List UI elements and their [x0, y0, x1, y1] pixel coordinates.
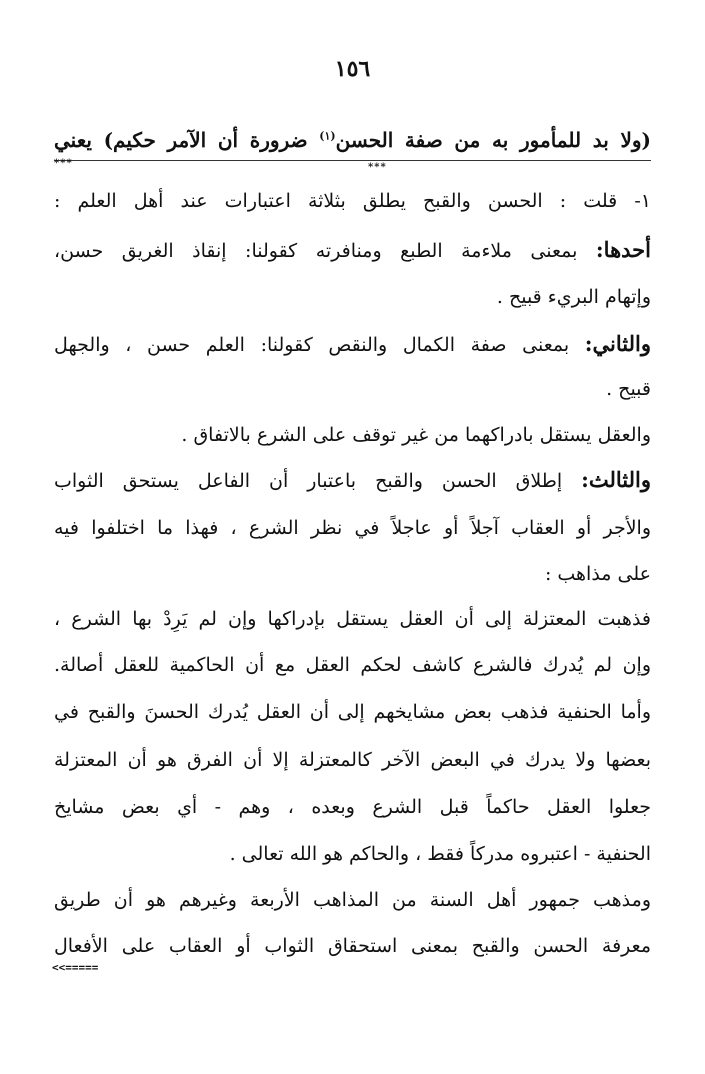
footnote-line: وإتهام البريء قبيح .	[496, 286, 651, 308]
footnote-line	[54, 465, 651, 496]
footnote-line-text: بمعنى صفة الكمال والنقص كقولنا: العلم حسن ، والجهل	[54, 334, 585, 356]
main-text-line	[54, 125, 651, 155]
footnote-line	[54, 235, 651, 266]
footnote-line: على مذاهب :	[544, 563, 651, 585]
separator-stars-left: ***	[54, 158, 73, 169]
footnote-line: فذهبت المعتزلة إلى أن العقل يستقل بإدراكها وإن لم يَرِدْ بها الشرع ،	[54, 608, 651, 630]
separator-stars-center: ***	[368, 162, 387, 173]
footnote-line: معرفة الحسن والقبح بمعنى استحقاق الثواب أو العقاب على الأفعال	[54, 935, 651, 957]
footnote-line: ١- قلت : الحسن والقبح يطلق بثلاثة اعتبارات عند أهل العلم :	[54, 190, 651, 212]
footnote-line-lead: والثالث:	[581, 467, 651, 492]
footnote-line: ومذهب جمهور أهل السنة من المذاهب الأربعة وغيرهم هو أن طريق	[54, 889, 651, 911]
footnote-line: الحنفية - اعتبروه مدركاً فقط ، والحاكم هو الله تعالى .	[229, 843, 651, 865]
footnote-line: قبيح .	[606, 378, 651, 400]
page-number: ١٥٦	[334, 56, 371, 82]
footnote-separator-rule	[54, 160, 651, 161]
footnote-marker[interactable]: (١)	[319, 129, 336, 143]
main-text-before-note: (ولا بد للمأمور به من صفة الحسن	[335, 128, 651, 152]
footnote-line: والعقل يستقل بادراكهما من غير توقف على الشرع بالاتفاق .	[181, 424, 651, 446]
main-text-after-note: ضرورة أن الآمر حكيم) يعني	[54, 128, 320, 152]
footnote-line: بعضها ولا يدرك في البعض الآخر كالمعتزلة إلا أن الفرق هو أن المعتزلة	[54, 749, 651, 771]
footnote-line-lead: أحدها:	[595, 237, 651, 262]
footnote-line-lead: والثاني:	[584, 331, 651, 356]
footnote-line: وإن لم يُدرك فالشرع كاشف لحكم العقل مع أن الحاكمية للعقل أصالة.	[54, 654, 651, 676]
footnote-line	[54, 329, 651, 360]
footnote-line: جعلوا العقل حاكماً قبل الشرع وبعده ، وهم - أي بعض مشايخ	[54, 796, 651, 818]
continuation-arrow: <<=====	[52, 961, 99, 974]
footnote-line-text: إطلاق الحسن والقبح باعتبار أن الفاعل يستحق الثواب	[54, 470, 582, 492]
footnote-line-text: بمعنى ملاءمة الطبع ومنافرته كقولنا: إنقاذ الغريق حسن،	[54, 240, 596, 262]
footnote-line: والأجر أو العقاب آجلاً أو عاجلاً في نظر الشرع ، فهذا ما اختلفوا فيه	[54, 517, 651, 539]
footnote-line: وأما الحنفية فذهب بعض مشايخهم إلى أن العقل يُدرك الحسنَ والقبح في	[54, 701, 651, 723]
